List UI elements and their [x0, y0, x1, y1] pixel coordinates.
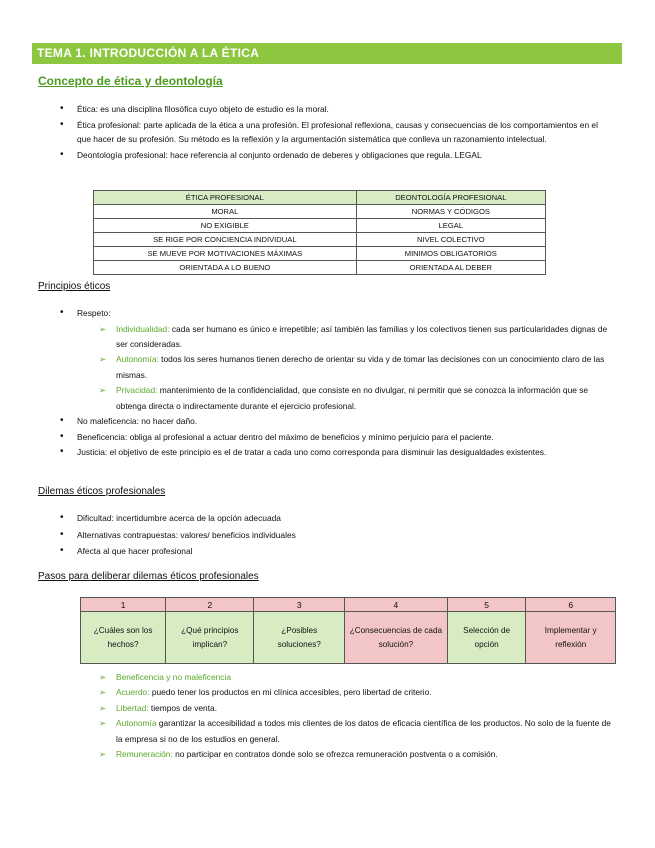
table-header-row [94, 191, 546, 205]
dilemmas-list [77, 511, 612, 559]
list-item: • No maleficencia: no hacer daño. [77, 414, 612, 429]
deliberation-example-list [116, 670, 616, 762]
table-cell: NO EXIGIBLE [94, 219, 357, 233]
example-item [116, 716, 616, 747]
example-text: no participar en contratos donde solo se ofrezca remuneración postventa o a comisión. [172, 749, 498, 760]
list-item: • Afecta al que hacer profesional [77, 544, 612, 559]
table-cell: MORAL [94, 205, 357, 219]
list-item: • Dificultad: incertidumbre acerca de la opción adecuada [77, 511, 612, 526]
sub-item-term: Privacidad: [116, 385, 158, 396]
list-item: • Justicia: el objetivo de este principio es el de tratar a cada uno como corresponda para disminuir las desigualdades existentes. [77, 445, 612, 460]
table-cell: SE RIGE POR CONCIENCIA INDIVIDUAL [94, 233, 357, 247]
step-number: 3 [254, 598, 345, 612]
table-row [94, 219, 546, 233]
example-text: garantizar la accesibilidad a todos mis clientes de los datos de eficacia científica de los productos. No solo de la fuente de la empresa si no de los estudios en general. [116, 718, 611, 744]
section-heading-pasos: Pasos para deliberar dilemas éticos profesionales [38, 571, 259, 582]
table-cell: SE MUEVE POR MOTIVACIONES MÁXIMAS [94, 247, 357, 261]
step-question: ¿Cuáles son los hechos? [81, 612, 166, 664]
table-cell: NORMAS Y CÓDIGOS [356, 205, 545, 219]
sub-item [116, 352, 616, 383]
section-heading-concepto: Concepto de ética y deontología [38, 74, 223, 88]
example-text: tiempos de venta. [148, 702, 218, 713]
list-item: • Beneficencia: obliga al profesional a actuar dentro del máximo de beneficios y mínimo perjuicio para el paciente. [77, 430, 612, 445]
deliberation-steps-table [80, 597, 616, 664]
steps-question-row [81, 612, 616, 664]
table-cell: ORIENTADA AL DEBER [356, 261, 545, 275]
step-question: Selección de opción [447, 612, 526, 664]
step-number: 1 [81, 598, 166, 612]
list-item [77, 306, 612, 414]
respeto-label: Respeto: [77, 308, 111, 318]
table-row [94, 261, 546, 275]
example-item [116, 747, 616, 762]
step-number: 4 [345, 598, 448, 612]
step-number: 5 [447, 598, 526, 612]
sub-item-text: mantenimiento de la confidencialidad, que consiste en no divulgar, ni permitir que se conozca la información que se obtenga directa o indirectamente durante el ejercicio profesional. [116, 385, 589, 411]
table-header: DEONTOLOGÍA PROFESIONAL [356, 191, 545, 205]
step-question: ¿Consecuencias de cada solución? [345, 612, 448, 664]
sub-item-text: todos los seres humanos tienen derecho de orientar su vida y de tomar las decisiones con un conocimiento claro de las mismas. [116, 354, 605, 380]
sub-item [116, 322, 616, 353]
example-item [116, 685, 616, 700]
table-row [94, 233, 546, 247]
table-cell: LEGAL [356, 219, 545, 233]
list-item: • Alternativas contrapuestas: valores/ beneficios individuales [77, 528, 612, 543]
principles-list [77, 306, 612, 460]
example-term: Libertad: [116, 702, 149, 713]
table-row [94, 205, 546, 219]
table-cell: NIVEL COLECTIVO [356, 233, 545, 247]
example-item [116, 670, 616, 685]
sub-item-text: cada ser humano es único e irrepetible; así también las familias y los colectivos tienen sus particularidades dignas de ser consideradas. [116, 323, 608, 349]
example-text: puedo tener los productos en mi clínica accesibles, pero libertad de criterio. [149, 687, 432, 698]
sub-item-term: Autonomía: [116, 354, 159, 365]
example-term: Beneficencia y no maleficencia [116, 672, 231, 682]
list-item: • Ética: es una disciplina filosófica cuyo objeto de estudio es la moral. [77, 102, 612, 117]
section-heading-principios: Principios éticos [38, 281, 111, 292]
example-term: Acuerdo: [116, 687, 150, 698]
sub-item-term: Individualidad: [116, 323, 170, 334]
table-cell: ORIENTADA A LO BUENO [94, 261, 357, 275]
concept-list [77, 102, 612, 162]
steps-number-row [81, 598, 616, 612]
step-number: 6 [526, 598, 616, 612]
step-question: ¿Posibles soluciones? [254, 612, 345, 664]
example-term: Remuneración: [116, 749, 173, 760]
step-number: 2 [166, 598, 254, 612]
step-question: Implementar y reflexión [526, 612, 616, 664]
list-item: • Ética profesional: parte aplicada de la ética a una profesión. El profesional reflexiona, causas y consecuencias de los comportamientos en el que hacer de su profesión. Su método es la reflexión y la argumentación sistemática que conlleva un razonamiento intelectual. [77, 118, 612, 147]
table-cell: MINIMOS OBLIGATORIOS [356, 247, 545, 261]
section-heading-dilemas: Dilemas éticos profesionales [38, 486, 166, 497]
sub-item [116, 383, 616, 414]
table-row [94, 247, 546, 261]
list-item: • Deontología profesional: hace referencia al conjunto ordenado de deberes y obligaciones que regula. LEGAL [77, 148, 612, 163]
example-item [116, 701, 616, 716]
ethics-comparison-table [93, 190, 546, 275]
page-title: TEMA 1. INTRODUCCIÓN A LA ÉTICA [32, 43, 622, 64]
step-question: ¿Qué principios implican? [166, 612, 254, 664]
respeto-sublist [116, 322, 616, 414]
table-header: ÉTICA PROFESIONAL [94, 191, 357, 205]
example-term: Autonomía [116, 718, 157, 729]
